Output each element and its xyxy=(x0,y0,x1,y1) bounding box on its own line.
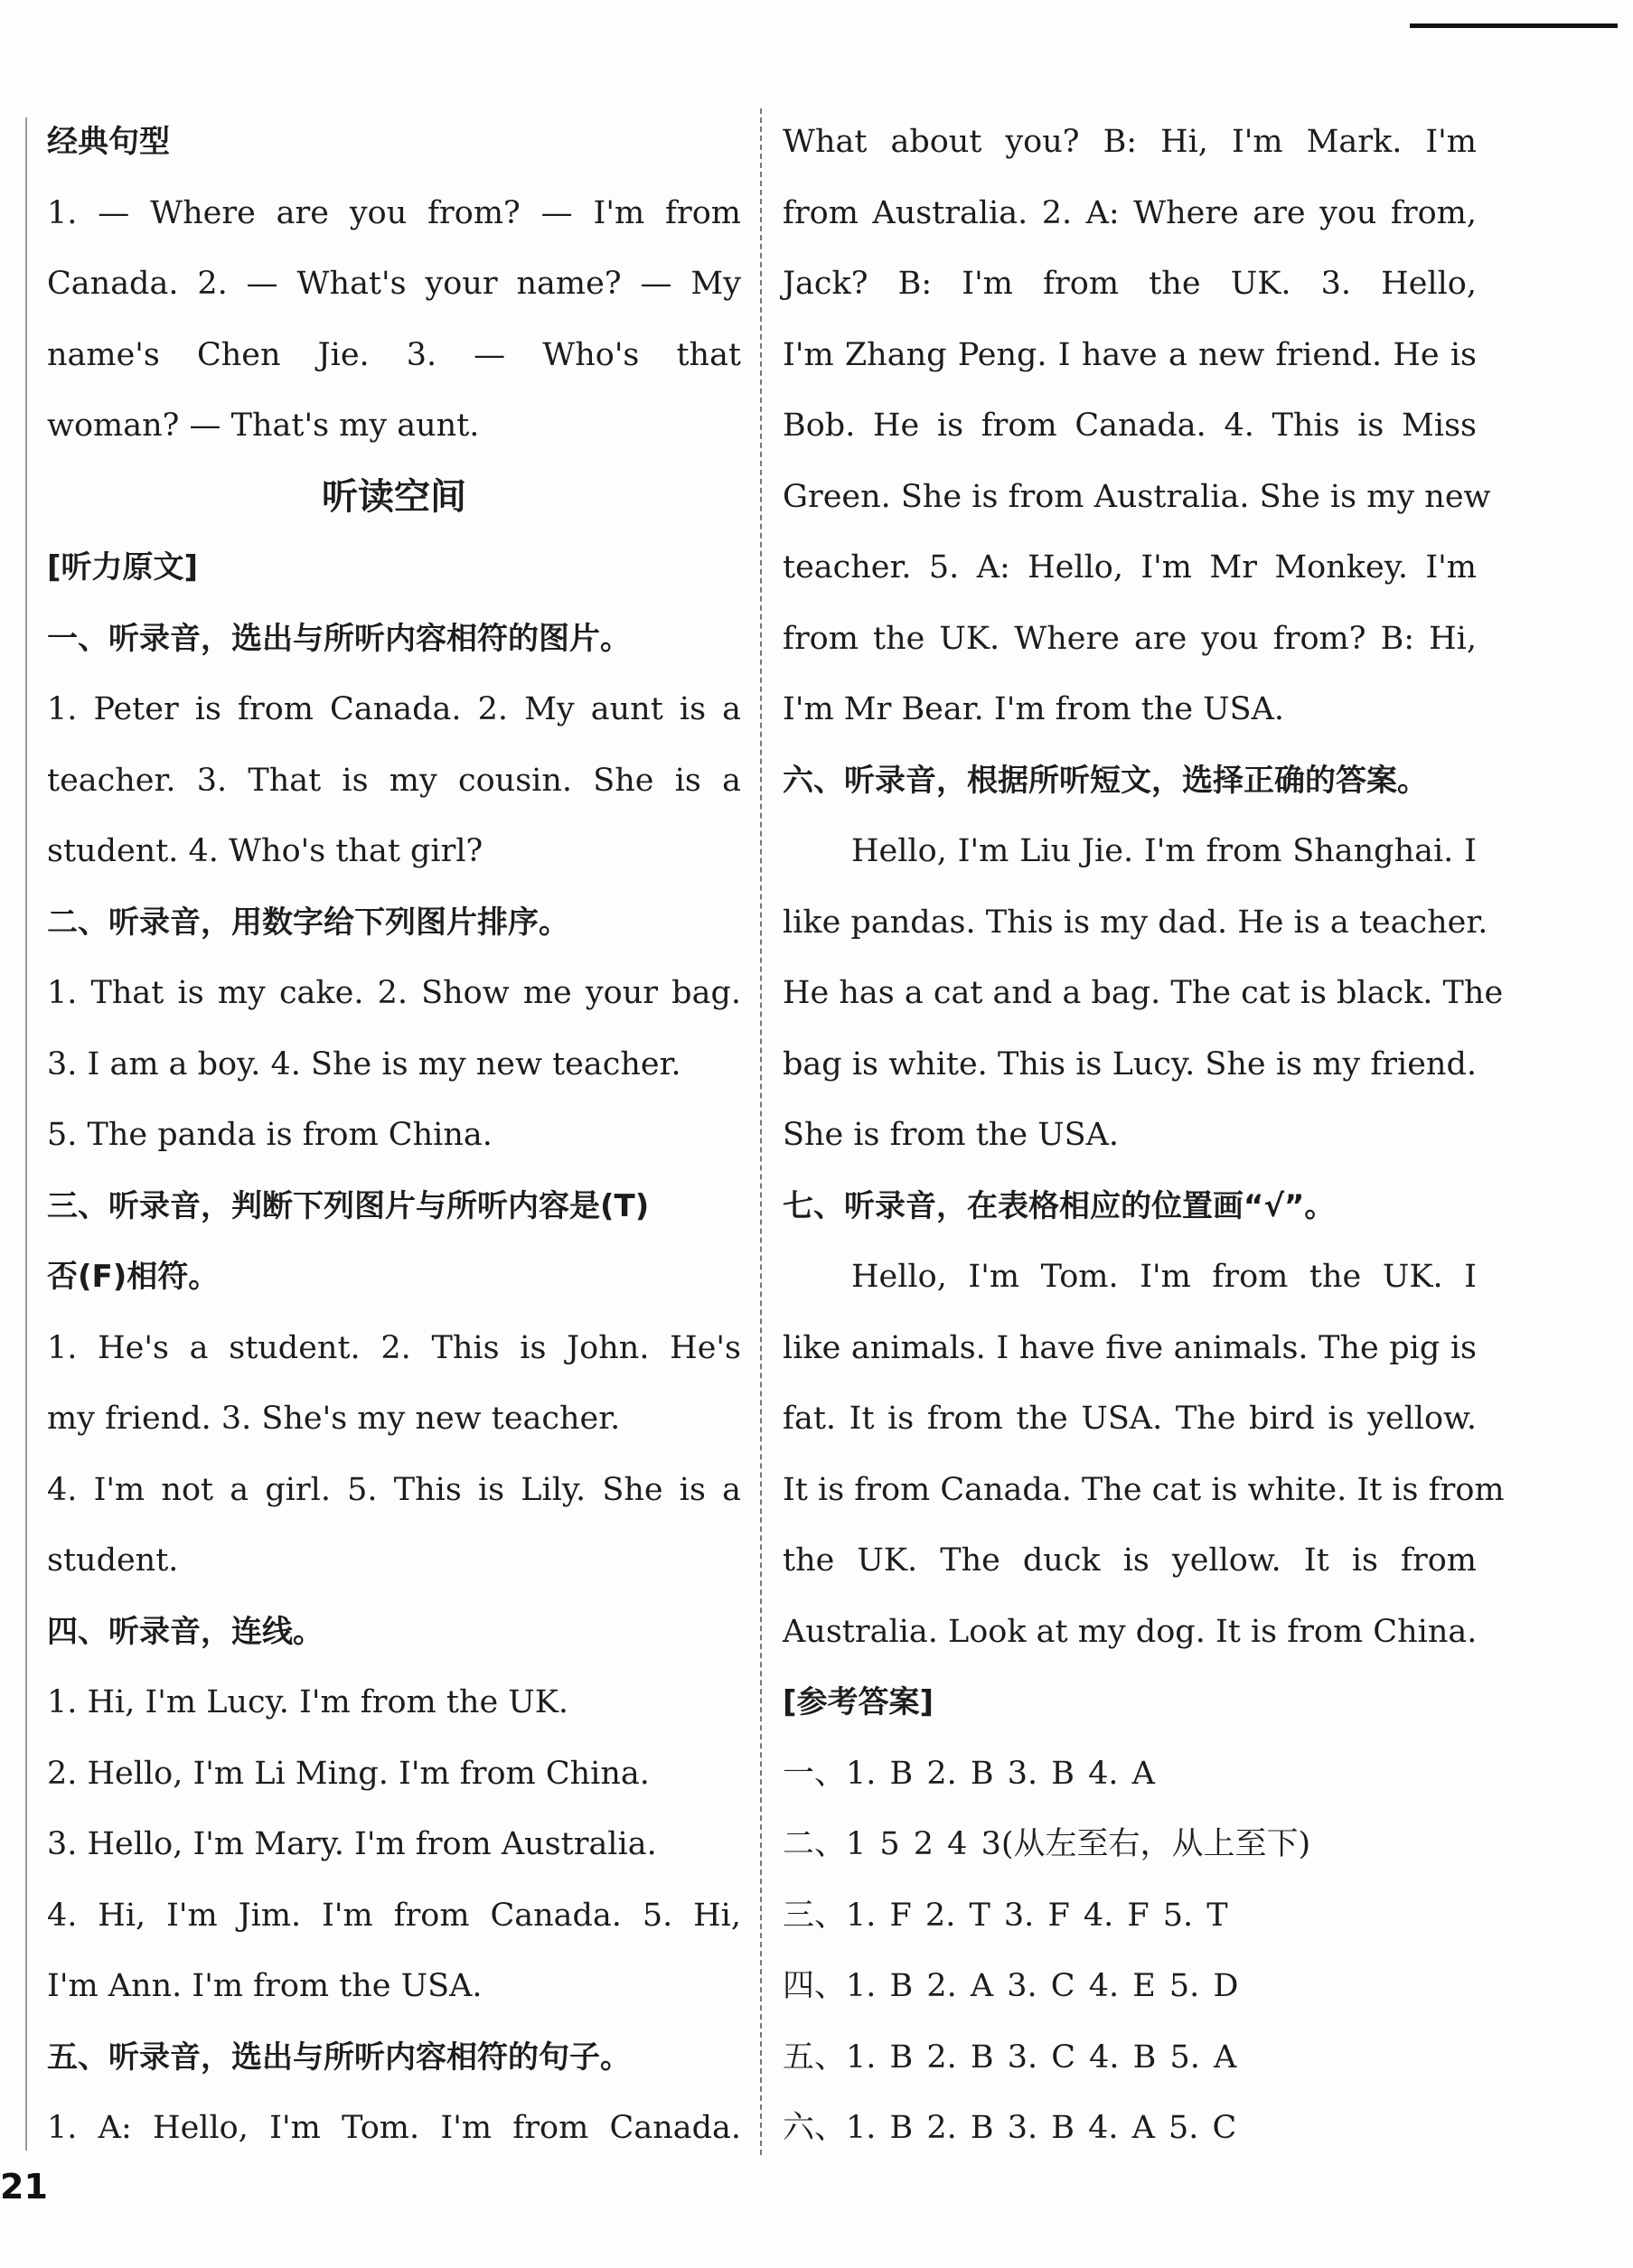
section-heading: 五、听录音，选出与所听内容相符的句子。 xyxy=(47,2038,631,2076)
text-line: from Australia. 2. A: Where are you from, xyxy=(783,194,1477,231)
text-line: 4. I'm not a girl. 5. This is Lily. She is a xyxy=(47,1471,741,1508)
text-line: Hello, I'm Tom. I'm from the UK. I xyxy=(851,1259,1477,1295)
text-line: 3. I am a boy. 4. She is my new teacher. xyxy=(47,1045,681,1082)
text-line: 1. He's a student. 2. This is John. He's xyxy=(47,1329,741,1366)
section-heading: 听读空间 xyxy=(322,475,466,518)
text-line: What about you? B: Hi, I'm Mark. I'm xyxy=(783,124,1477,160)
text-line: I'm Mr Bear. I'm from the USA. xyxy=(783,691,1285,727)
text-line: woman? — That's my aunt. xyxy=(47,408,480,444)
text-line: student. 4. Who's that girl? xyxy=(47,833,483,869)
text-line: 1. Peter is from Canada. 2. My aunt is a xyxy=(47,691,741,727)
page-number: 21 xyxy=(0,2167,48,2207)
text-line: 2. Hello, I'm Li Ming. I'm from China. xyxy=(47,1755,650,1792)
text-line: She is from the USA. xyxy=(783,1117,1120,1153)
page-edge-line xyxy=(25,117,27,2151)
text-line: 1. That is my cake. 2. Show me your bag. xyxy=(47,975,741,1011)
section-heading: [听力原文] xyxy=(47,549,199,586)
right-column xyxy=(783,107,1505,2164)
text-line: teacher. 3. That is my cousin. She is a xyxy=(47,762,741,799)
text-line: fat. It is from the USA. The bird is yellow. xyxy=(783,1401,1477,1437)
text-line: teacher. 5. A: Hello, I'm Mr Monkey. I'm xyxy=(783,549,1477,586)
column-divider xyxy=(760,108,762,2155)
answer-line: 二、1 5 2 4 3(从左至右，从上至下) xyxy=(783,1826,1311,1862)
section-heading: 六、听录音，根据所听短文，选择正确的答案。 xyxy=(783,762,1428,799)
top-rule xyxy=(1410,23,1618,28)
text-line: Jack? B: I'm from the UK. 3. Hello, xyxy=(783,266,1477,302)
text-line: 5. The panda is from China. xyxy=(47,1117,493,1153)
section-heading: 二、听录音，用数字给下列图片排序。 xyxy=(47,904,569,941)
answer-line: 一、1. B 2. B 3. B 4. A xyxy=(783,1755,1155,1792)
left-column xyxy=(47,107,741,2164)
section-heading: 三、听录音，判断下列图片与所听内容是(T) xyxy=(47,1187,650,1224)
section-heading: 四、听录音，连线。 xyxy=(47,1613,324,1650)
answer-line: 四、1. B 2. A 3. C 4. E 5. D xyxy=(783,1968,1239,2004)
text-line: like animals. I have five animals. The pig is xyxy=(783,1329,1477,1366)
section-heading: 否(F)相符。 xyxy=(47,1259,220,1295)
section-heading: [参考答案] xyxy=(783,1684,934,1720)
text-line: It is from Canada. The cat is white. It is from xyxy=(783,1471,1505,1508)
section-heading: 一、听录音，选出与所听内容相符的图片。 xyxy=(47,620,631,657)
text-line: Australia. Look at my dog. It is from China. xyxy=(783,1613,1478,1650)
text-line: from the UK. Where are you from? B: Hi, xyxy=(783,620,1477,657)
text-line: I'm Ann. I'm from the USA. xyxy=(47,1968,483,2004)
text-line: student. xyxy=(47,1542,179,1579)
text-line: name's Chen Jie. 3. — Who's that xyxy=(47,336,741,373)
text-line: Green. She is from Australia. She is my new xyxy=(783,478,1491,515)
text-line: 4. Hi, I'm Jim. I'm from Canada. 5. Hi, xyxy=(47,1897,741,1934)
text-line: 3. Hello, I'm Mary. I'm from Australia. xyxy=(47,1826,657,1862)
section-heading: 七、听录音，在表格相应的位置画“√”。 xyxy=(783,1187,1336,1224)
answer-line: 六、1. B 2. B 3. B 4. A 5. C xyxy=(783,2110,1237,2146)
text-line: 1. Hi, I'm Lucy. I'm from the UK. xyxy=(47,1684,569,1720)
text-line: 1. A: Hello, I'm Tom. I'm from Canada. xyxy=(47,2110,741,2146)
text-line: like pandas. This is my dad. He is a teacher. xyxy=(783,904,1488,941)
text-line: He has a cat and a bag. The cat is black. The xyxy=(783,975,1504,1011)
text-line: 1. — Where are you from? — I'm from xyxy=(47,194,741,231)
section-heading: 经典句型 xyxy=(47,124,170,160)
text-line: Bob. He is from Canada. 4. This is Miss xyxy=(783,408,1477,444)
text-line: I'm Zhang Peng. I have a new friend. He is xyxy=(783,336,1477,373)
text-line: the UK. The duck is yellow. It is from xyxy=(783,1542,1477,1579)
text-line: Canada. 2. — What's your name? — My xyxy=(47,266,741,302)
answer-line: 三、1. F 2. T 3. F 4. F 5. T xyxy=(783,1897,1228,1934)
answer-line: 五、1. B 2. B 3. C 4. B 5. A xyxy=(783,2038,1237,2076)
text-line: bag is white. This is Lucy. She is my friend. xyxy=(783,1045,1477,1082)
text-line: my friend. 3. She's my new teacher. xyxy=(47,1401,621,1437)
text-line: Hello, I'm Liu Jie. I'm from Shanghai. I xyxy=(851,833,1477,869)
